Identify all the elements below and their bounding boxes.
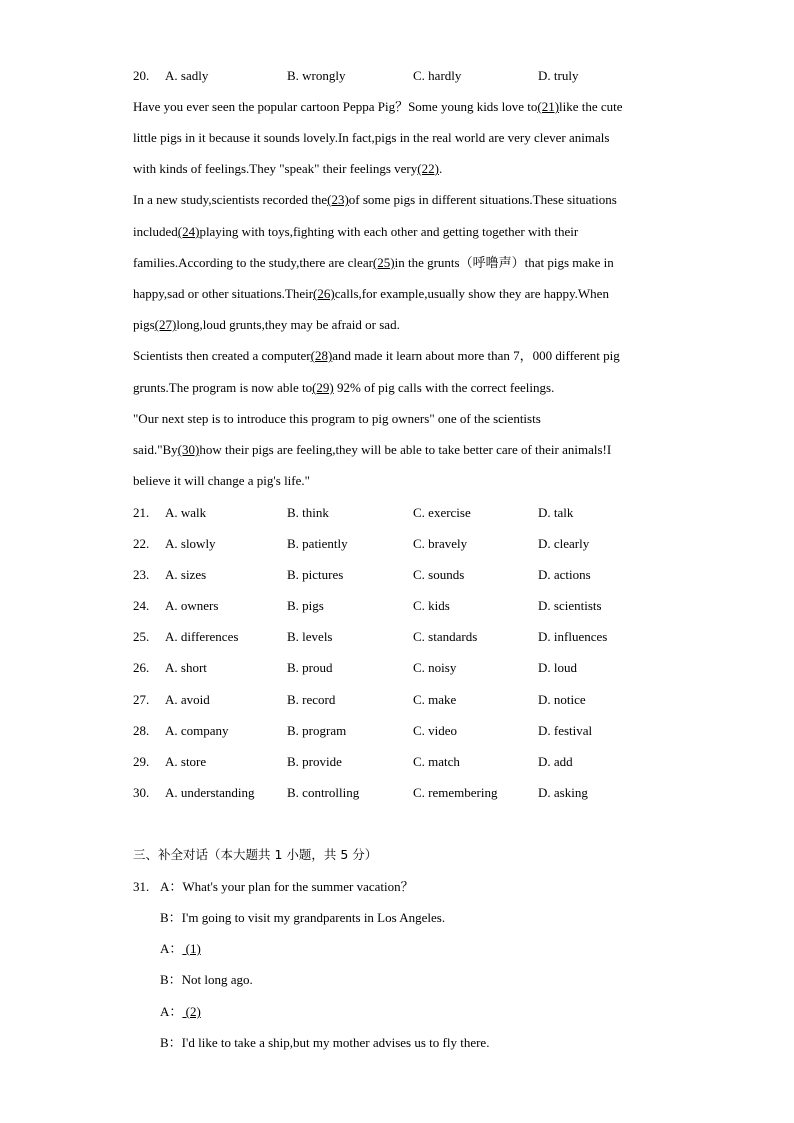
passage-text: of some pigs in different situations.These situations [348,192,617,207]
question-number: 21. [133,505,150,520]
question-number: 23. [133,567,150,582]
option-d: D. actions [538,567,591,582]
question-number: 29. [133,754,150,769]
blank-1: (1) [182,941,201,956]
option-a: A. avoid [165,692,210,707]
question-29 [133,753,733,771]
option-c: C. remembering [413,785,498,800]
dialogue-line-1: A：What's your plan for the summer vacation？ [160,879,414,894]
option-d: D. festival [538,723,593,738]
option-b: B. program [287,723,347,738]
option-b: B. wrongly [287,68,346,83]
option-a: A. sadly [165,68,209,83]
passage-text: pigs [133,317,155,332]
dialogue-line-4: B：Not long ago. [160,972,253,987]
question-number: 28. [133,723,150,738]
question-number: 24. [133,598,150,613]
passage-line-12 [133,441,611,459]
speaker-label: A： [160,941,183,956]
dialogue-line-2: B：I'm going to visit my grandparents in Los Angeles. [160,910,446,925]
passage-text: said."By [133,442,178,457]
passage-line-8 [133,316,400,334]
blank-28: (28) [310,348,333,363]
question-23 [133,566,733,584]
option-d: D. truly [538,68,579,83]
passage-line-11: "Our next step is to introduce this program to pig owners" one of the scientists [133,411,541,426]
dialogue-line-6: B：I'd like to take a ship,but my mother advises us to fly there. [160,1035,490,1050]
option-a: A. walk [165,505,207,520]
option-b: B. controlling [287,785,360,800]
passage-text: playing with toys,fighting with each other and getting together with their [199,224,579,239]
blank-30: (30) [177,442,200,457]
passage-text: In a new study,scientists recorded the [133,192,328,207]
passage-line-5 [133,223,578,241]
question-24 [133,597,733,615]
passage-text: with kinds of feelings.They "speak" their feelings very [133,161,418,176]
question-26 [133,659,733,677]
passage-text: and made it learn about more than 7，000 different pig [332,348,620,363]
question-28 [133,722,733,740]
question-27 [133,691,733,709]
option-a: A. understanding [165,785,255,800]
option-d: D. scientists [538,598,602,613]
passage-text: happy,sad or other situations.Their [133,286,314,301]
option-c: C. video [413,723,458,738]
option-c: C. hardly [413,68,462,83]
option-c: C. match [413,754,460,769]
option-a: A. store [165,754,207,769]
option-a: A. differences [165,629,239,644]
question-31-number: 31. [133,879,150,894]
option-b: B. proud [287,660,333,675]
option-d: D. loud [538,660,577,675]
passage-text: long,loud grunts,they may be afraid or sad. [176,317,400,332]
option-d: D. talk [538,505,574,520]
passage-line-9 [133,347,620,365]
passage-line-2: little pigs in it because it sounds lovely.In fact,pigs in the real world are very clever animals [133,130,610,145]
blank-23: (23) [327,192,349,207]
passage-text: Scientists then created a computer [133,348,311,363]
passage-text: families.According to the study,there are clear [133,255,373,270]
question-number: 25. [133,629,150,644]
option-b: B. levels [287,629,333,644]
passage-text: Have you ever seen the popular cartoon Peppa Pig？Some young kids love to [133,99,538,114]
question-number: 27. [133,692,150,707]
passage-line-4 [133,191,617,209]
option-c: C. make [413,692,457,707]
blank-25: (25) [372,255,395,270]
option-b: B. provide [287,754,342,769]
option-a: A. sizes [165,567,207,582]
option-b: B. patiently [287,536,348,551]
option-c: C. standards [413,629,478,644]
option-d: D. influences [538,629,608,644]
passage-line-3 [133,160,442,178]
option-a: A. slowly [165,536,216,551]
question-number: 30. [133,785,150,800]
question-25 [133,628,733,646]
passage-text: grunts.The program is now able to [133,380,313,395]
option-a: A. owners [165,598,219,613]
passage-text: 92% of pig calls with the correct feelings. [333,380,555,395]
blank-21: (21) [537,99,560,114]
option-d: D. notice [538,692,586,707]
speaker-label: A： [160,1004,183,1019]
question-22 [133,535,733,553]
passage-line-10 [133,379,554,397]
section-3-title: 三、补全对话（本大题共 1 小题，共 5 分） [133,847,378,862]
option-b: B. record [287,692,336,707]
option-b: B. think [287,505,329,520]
option-c: C. sounds [413,567,465,582]
option-d: D. asking [538,785,588,800]
question-20 [133,67,733,85]
option-a: A. company [165,723,229,738]
question-30 [133,784,733,802]
question-number: 20. [133,68,150,83]
option-d: D. add [538,754,573,769]
blank-26: (26) [313,286,335,301]
question-number: 22. [133,536,150,551]
passage-text: calls,for example,usually show they are happy.When [334,286,609,301]
passage-text: . [438,161,443,176]
passage-text: how their pigs are feeling,they will be able to take better care of their animals!I [199,442,612,457]
option-b: B. pictures [287,567,344,582]
option-c: C. kids [413,598,450,613]
passage-line-1 [133,98,623,116]
passage-line-6 [133,254,614,272]
blank-2: (2) [182,1004,201,1019]
passage-text: included [133,224,178,239]
passage-line-7 [133,285,609,303]
blank-22: (22) [417,161,439,176]
option-c: C. exercise [413,505,471,520]
passage-text: like the cute [559,99,623,114]
option-c: C. noisy [413,660,457,675]
dialogue-line-3 [160,940,201,958]
option-c: C. bravely [413,536,468,551]
blank-29: (29) [312,380,334,395]
question-number: 26. [133,660,150,675]
blank-24: (24) [177,224,200,239]
option-a: A. short [165,660,207,675]
option-b: B. pigs [287,598,324,613]
dialogue-line-5 [160,1003,201,1021]
question-21 [133,504,733,522]
option-d: D. clearly [538,536,590,551]
passage-line-13: believe it will change a pig's life." [133,473,310,488]
blank-27: (27) [154,317,177,332]
passage-text: in the grunts（呼噜声）that pigs make in [394,255,614,270]
